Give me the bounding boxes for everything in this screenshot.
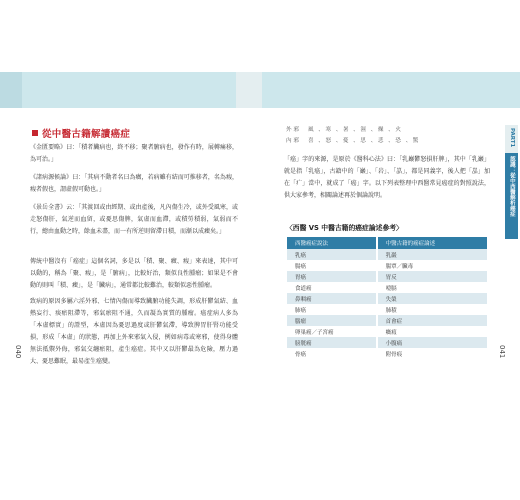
table-cell: 鼻咽癌: [287, 293, 377, 304]
page-number-right-text: 041: [498, 345, 506, 359]
note-values: 喜 、怒 、憂 、思 、悲 、恐 、驚: [308, 138, 420, 144]
table-cell: 胃反: [377, 271, 487, 282]
table-title: 〈西醫 VS 中醫古籍的癌症論述參考〉: [286, 224, 403, 232]
evil-factors-notes: [286, 125, 496, 147]
table-cell: 腦瘤: [287, 315, 377, 326]
table-cell: 胃癌: [287, 271, 377, 282]
quote-jingyue: 《景岳全書》云：「其渡回或由經期、或由產後，凡內傷生冷，或外受風寒，或走怒傷肝，氣逆而血留，或憂思傷脾，氣虛而血滯，或積勞積弱，氣弱而不行，總由血動之時，餘血未盡，而一有所逆則留滯日積，而漸以成癥矣。」: [30, 204, 238, 235]
comparison-table: [287, 237, 487, 359]
table-row: [287, 271, 487, 282]
table-cell: 失榮: [377, 293, 487, 304]
table-cell: 食道癌: [287, 282, 377, 293]
table-cell: 膀胱癌: [287, 337, 377, 348]
note-label: 內 邪: [286, 138, 299, 144]
note-label: 外 邪: [286, 127, 299, 133]
quote-jingui: 《金匱要略》曰：「積者臟病也，終不移；聚者腑病也，發作有時，展轉痛移，為可治。」: [30, 144, 238, 163]
table-cell: 乳癌: [287, 249, 377, 260]
table-cell: 卵巢癌／子宮癌: [287, 326, 377, 337]
table-cell: 小腹痛: [377, 337, 487, 348]
body-paragraph-terms: 傳統中醫沒有「癌症」這個名詞，多是以「積、聚、癥、瘕」來表達，其中可以動的，稱為「聚、瘕」，是「腑病」，比較好治，類似良性腫瘤；如果是不會動的則叫「積、癥」，是「臟病」，通常都比較難治，較類似惡性腫瘤。: [30, 258, 238, 289]
section-heading: [32, 126, 130, 140]
table-row: [287, 282, 487, 293]
table-cell: 腸癌: [287, 260, 377, 271]
side-tab-chapter: [505, 153, 518, 239]
table-cell: 腸覃／臟毒: [377, 260, 487, 271]
table-cell: 肺癌: [287, 304, 377, 315]
table-cell: 附骨痕: [377, 348, 487, 359]
heading-square-bullet: [32, 130, 38, 136]
table-row: [287, 348, 487, 359]
side-tab-chapter-text: 認識：從中西醫解析癌症: [508, 155, 515, 217]
section-heading-text: 從中醫古籍解讀癌症: [42, 129, 131, 140]
side-tab-part: [505, 125, 518, 153]
note-row-external: [286, 125, 496, 136]
table-row: [287, 326, 487, 337]
table-cell: 噎膈: [377, 282, 487, 293]
table-cell: 肺積: [377, 304, 487, 315]
note-values: 風 、寒 、暑 、濕 、燥 、火: [308, 127, 403, 133]
page-number-right: [497, 345, 505, 361]
table-row: [287, 260, 487, 271]
table-cell: 首會症: [377, 315, 487, 326]
cancer-character-paragraph: 「癌」字的來源，是原於《醫科心法》曰：「乳巖鬱怒損肝脾」，其中「乳巖」就是指「乳癌」，古籍中的「巖」、「岩」、「嵓」，都是同義字，後人把「嵓」加在「疒」當中，就成了「癌」字。以下列表整理中西醫常見癌症的對照說法，供大家參考，相關論述再於個論說明。: [284, 156, 490, 199]
table-cell: 癥瘕: [377, 326, 487, 337]
top-band-right: [262, 72, 520, 108]
table-row: [287, 293, 487, 304]
table-cell: 乳巖: [377, 249, 487, 260]
top-band-left: [0, 72, 236, 108]
table-row: [287, 249, 487, 260]
body-paragraph-causes: 致病的原因多屬六淫外邪、七情內傷而導致臟腑功能失調，形成肝鬱氣結、血熱妄行、痰瘀阻滯等，邪氣瘀阻不通，久而凝為實質的腫瘤。癌症病人多為「本虛標實」的證型，本虛因為憂思過度或肝鬱氣滯，導致脾胃肝腎功能受損，形成「本虛」的狀態，再加上外來邪氣入侵，例如病毒或寒邪，使得身體無法抵禦外侮，邪氣交纏瘀阻，產生癌症。其中又以肝鬱最為危險，壓力過大、憂思難眠，最易產生癌變。: [30, 298, 238, 365]
table-header-chinese: 中醫古籍的癌症論述: [377, 237, 487, 249]
chapter-side-tab: [505, 125, 518, 240]
table-header-row: [287, 237, 487, 249]
page-gutter: [236, 72, 262, 108]
table-row: [287, 304, 487, 315]
page-number-left-text: 040: [14, 345, 22, 359]
page-number-left: [13, 345, 21, 361]
note-row-internal: [286, 136, 496, 147]
table-header-western: 西醫癌症說法: [287, 237, 377, 249]
table-row: [287, 315, 487, 326]
table-cell: 骨癌: [287, 348, 377, 359]
quote-zhubing: 《諸病源候論》曰：「其病不動者名曰為癥，若病雖有結而可推移者，名為瘕，瘕者假也，謂虛假可動也。」: [30, 174, 238, 193]
top-band-accent: [0, 72, 22, 108]
table-row: [287, 337, 487, 348]
side-tab-part-text: PART1: [508, 128, 515, 148]
